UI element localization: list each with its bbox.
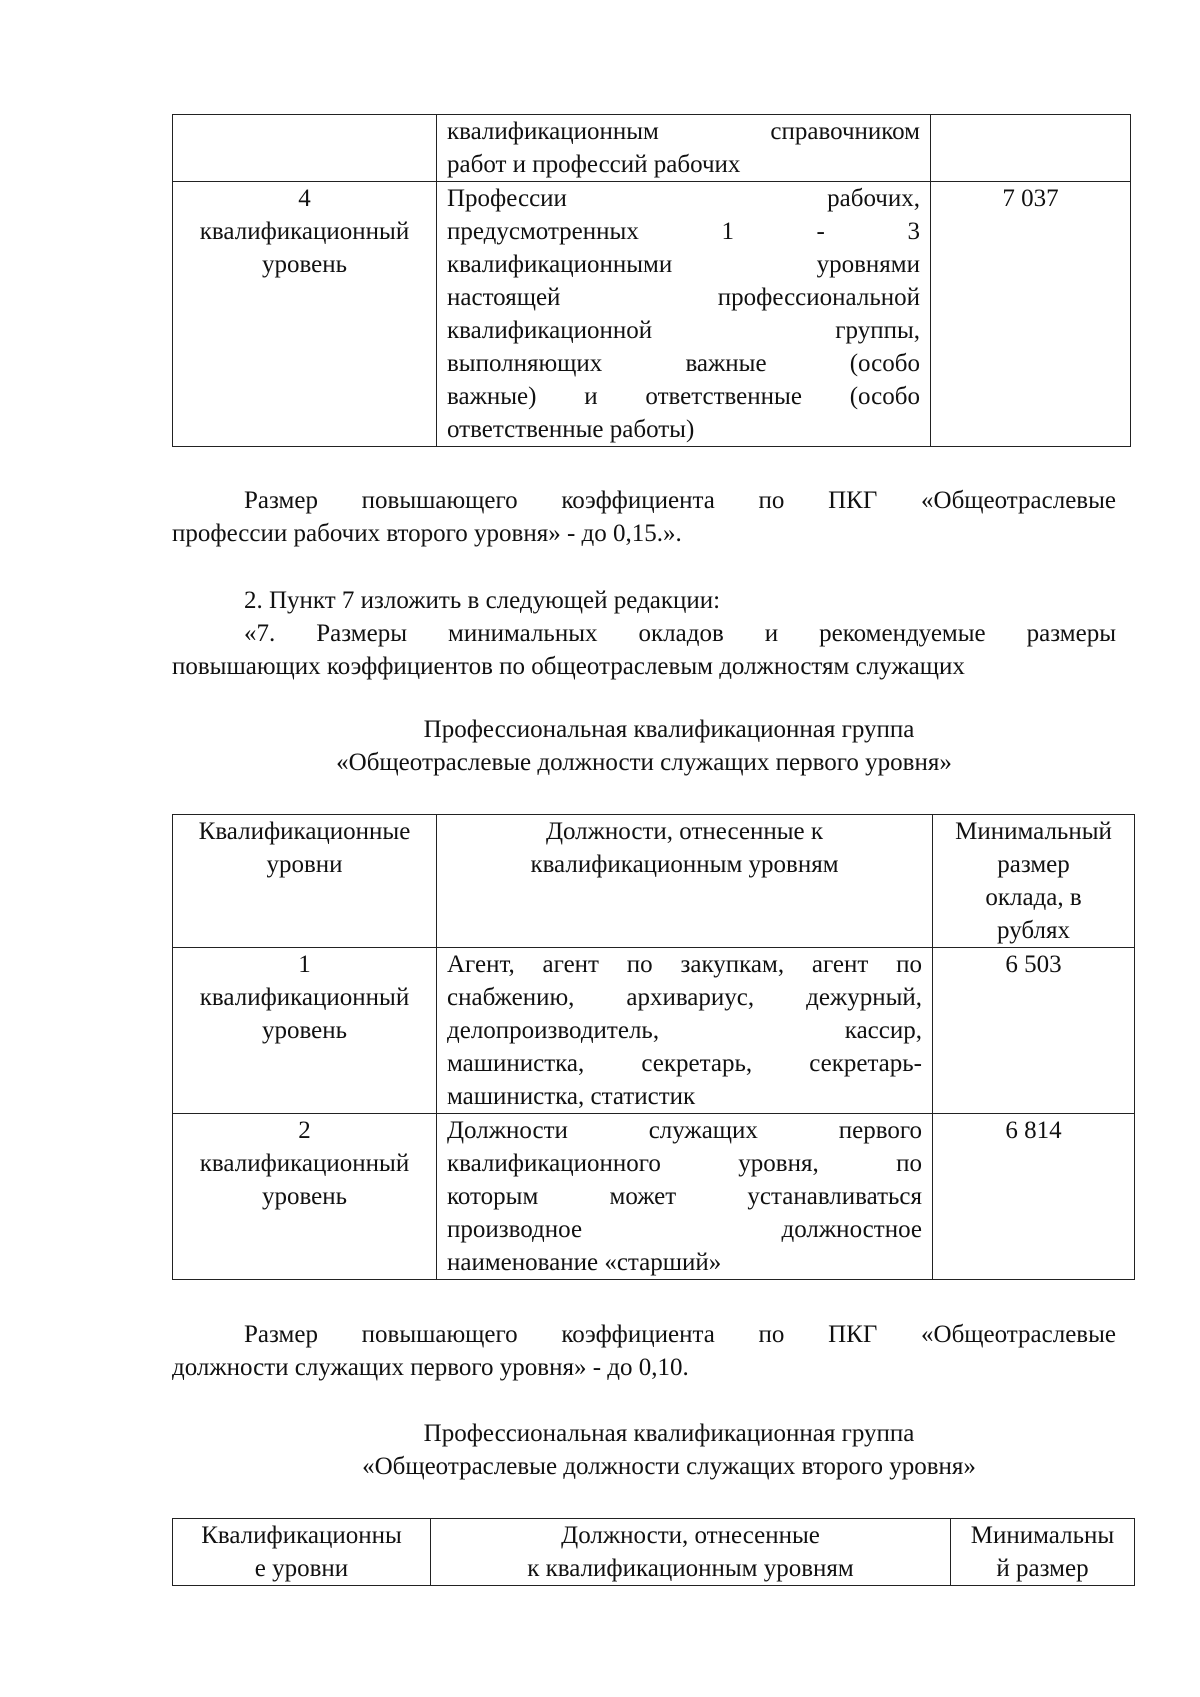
header-text: рублях xyxy=(997,917,1070,944)
header-text: Должности, отнесенные к xyxy=(545,818,824,845)
paragraph-line: Размер повышающего коэффициента по ПКГ «Общеотраслевые xyxy=(244,487,1116,514)
qualification-table-workers-level2 xyxy=(172,114,1131,447)
description-line: которым может устанавливаться xyxy=(447,1183,922,1210)
level-suffix: уровень xyxy=(261,251,348,278)
header-text: Минимальный xyxy=(955,818,1112,845)
coefficient-paragraph-1 xyxy=(172,484,1116,550)
header-text: Квалификационны xyxy=(201,1522,402,1549)
description-line: квалификационного уровня, по xyxy=(447,1150,922,1177)
level-number: 2 xyxy=(298,1117,311,1144)
header-text: й размер xyxy=(996,1555,1089,1582)
paragraph-line: Размер повышающего коэффициента по ПКГ «Общеотраслевые xyxy=(244,1321,1116,1348)
coefficient-paragraph-2 xyxy=(172,1318,1116,1384)
description-line: предусмотренных 1 - 3 xyxy=(447,218,920,245)
table-cell-level xyxy=(173,182,437,447)
level-number: 4 xyxy=(298,185,311,212)
table-cell-description xyxy=(437,1114,933,1280)
group-subtitle: «Общеотраслевые должности служащих второго уровня» xyxy=(362,1453,976,1480)
header-text: Минимальны xyxy=(970,1522,1115,1549)
paragraph-line: должности служащих первого уровня» - до 0,10. xyxy=(172,1354,689,1381)
description-line: квалификационным справочником xyxy=(447,118,920,145)
table-header-row xyxy=(173,815,1135,948)
level-word: квалификационный xyxy=(199,218,410,245)
table-cell-description xyxy=(437,182,931,447)
description-line: снабжению, архивариус, дежурный, xyxy=(447,984,922,1011)
description-line: Должности служащих первого xyxy=(447,1117,922,1144)
level-suffix: уровень xyxy=(261,1183,348,1210)
table-row xyxy=(173,115,1131,182)
level-number: 1 xyxy=(298,951,311,978)
group-title: Профессиональная квалификационная группа xyxy=(423,1420,915,1447)
group-heading-2 xyxy=(172,1417,1116,1483)
table-cell-salary xyxy=(931,115,1131,182)
level-word: квалификационный xyxy=(199,984,410,1011)
table-cell-salary: 7 037 xyxy=(931,182,1131,447)
header-text: Должности, отнесенные xyxy=(561,1522,820,1549)
header-cell-levels xyxy=(173,815,437,948)
qualification-table-employees-level2 xyxy=(172,1518,1135,1586)
header-cell-positions xyxy=(431,1519,951,1586)
table-cell-description xyxy=(437,948,933,1114)
level-suffix: уровень xyxy=(261,1017,348,1044)
header-cell-levels xyxy=(173,1519,431,1586)
header-text: оклада, в xyxy=(985,884,1082,911)
header-text: е уровни xyxy=(254,1555,349,1582)
header-text: уровни xyxy=(266,851,343,878)
paragraph-line: «7. Размеры минимальных окладов и рекомендуемые размеры xyxy=(244,620,1116,647)
header-text: Квалификационные xyxy=(198,818,411,845)
group-subtitle: «Общеотраслевые должности служащих первого уровня» xyxy=(336,749,952,776)
group-title: Профессиональная квалификационная группа xyxy=(423,716,915,743)
header-cell-salary xyxy=(951,1519,1135,1586)
description-line: работ и профессий рабочих xyxy=(447,151,741,178)
description-line: Профессии рабочих, xyxy=(447,185,920,212)
level-word: квалификационный xyxy=(199,1150,410,1177)
group-heading-1 xyxy=(172,713,1116,779)
table-row xyxy=(173,948,1135,1114)
header-text: квалификационным уровням xyxy=(530,851,839,878)
paragraph-line: профессии рабочих второго уровня» - до 0,15.». xyxy=(172,520,682,547)
paragraph-line: 2. Пункт 7 изложить в следующей редакции: xyxy=(244,587,721,614)
table-cell-salary: 6 503 xyxy=(933,948,1135,1114)
table-header-row xyxy=(173,1519,1135,1586)
description-line: машинистка, секретарь, секретарь- xyxy=(447,1050,922,1077)
description-line: квалификационной группы, xyxy=(447,317,920,344)
description-line: производное должностное xyxy=(447,1216,922,1243)
header-text: к квалификационным уровням xyxy=(527,1555,854,1582)
header-text: размер xyxy=(997,851,1070,878)
description-line: ответственные работы) xyxy=(447,416,695,443)
description-line: важные) и ответственные (особо xyxy=(447,383,920,410)
description-line: квалификационными уровнями xyxy=(447,251,920,278)
header-cell-salary xyxy=(933,815,1135,948)
header-cell-positions xyxy=(437,815,933,948)
description-line: делопроизводитель, кассир, xyxy=(447,1017,922,1044)
description-line: Агент, агент по закупкам, агент по xyxy=(447,951,922,978)
table-cell-level xyxy=(173,948,437,1114)
description-line: машинистка, статистик xyxy=(447,1083,696,1110)
table-cell-salary: 6 814 xyxy=(933,1114,1135,1280)
table-cell-description xyxy=(437,115,931,182)
paragraph-line: повышающих коэффициентов по общеотраслевым должностям служащих xyxy=(172,653,965,680)
description-line: наименование «старший» xyxy=(447,1249,722,1276)
qualification-table-employees-level1 xyxy=(172,814,1135,1280)
table-cell-level xyxy=(173,115,437,182)
description-line: настоящей профессиональной xyxy=(447,284,920,311)
description-line: выполняющих важные (особо xyxy=(447,350,920,377)
amendment-paragraph xyxy=(172,584,1116,683)
table-row xyxy=(173,1114,1135,1280)
table-cell-level xyxy=(173,1114,437,1280)
table-row xyxy=(173,182,1131,447)
